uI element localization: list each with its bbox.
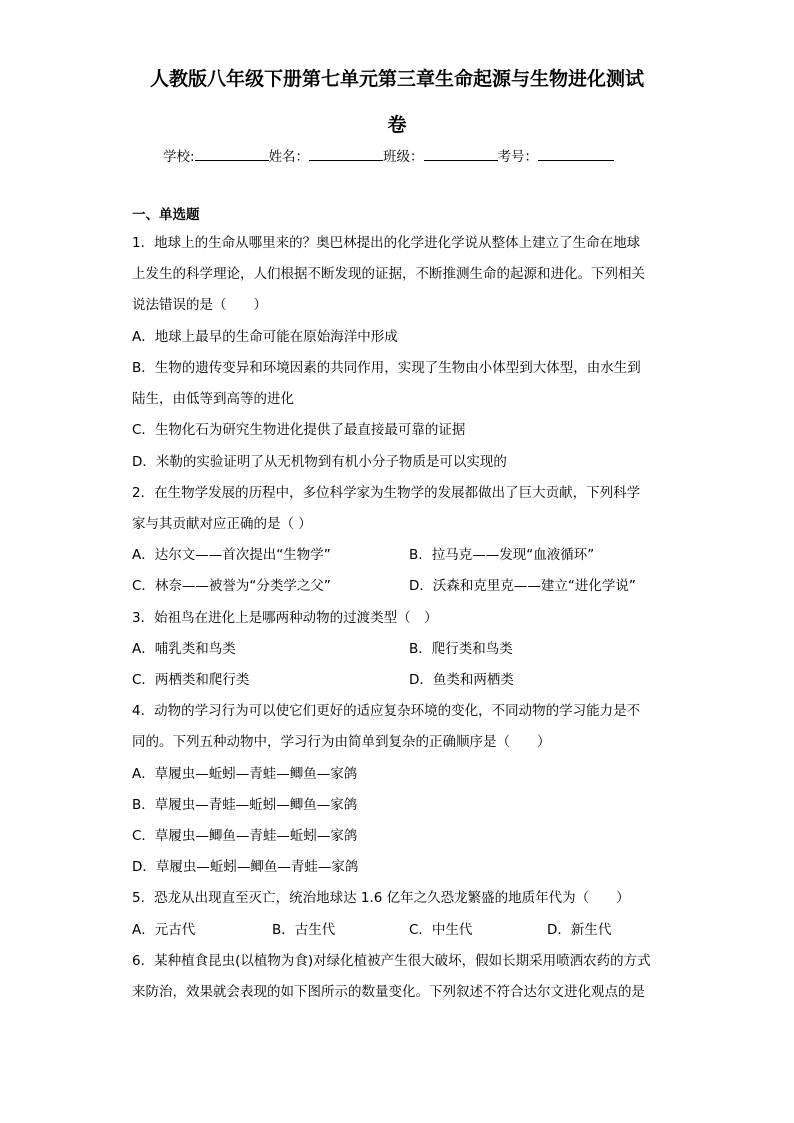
question-4-option-d[interactable]: D．草履虫—蚯蚓—鲫鱼—青蛙—家鸽 [132,859,359,875]
number-blank[interactable] [538,146,614,161]
question-4-option-c[interactable]: C．草履虫—鲫鱼—青蛙—蚯蚓—家鸽 [132,828,358,844]
question-2-option-c[interactable]: C．林奈——被誉为“分类学之父” [132,578,331,594]
page-title-continued: 卷 [387,114,407,136]
question-3-option-c[interactable]: C．两栖类和爬行类 [132,672,250,688]
name-label: 姓名： [268,149,310,165]
question-1-text: 说法错误的是（ ） [132,297,267,313]
question-1-option-b[interactable]: B．生物的遗传变异和环境因素的共同作用，实现了生物由小体型到大体型，由水生到 [132,360,641,376]
question-6-text: 来防治，效果就会表现的如下图所示的数量变化。下列叙述不符合达尔文进化观点的是 [132,984,645,1000]
question-4-text: 同的。下列五种动物中，学习行为由简单到复杂的正确顺序是（ ） [132,734,551,750]
question-3-text: 3．始祖鸟在进化上是哪两种动物的过渡类型（ ） [132,610,438,626]
question-2-text: 家与其贡献对应正确的是（ ） [132,516,312,532]
question-4-option-a[interactable]: A．草履虫—蚯蚓—青蛙—鲫鱼—家鸽 [132,766,358,782]
question-1-text: 1．地球上的生命从哪里来的？奥巴林提出的化学进化学说从整体上建立了生命在地球 [132,235,641,251]
question-5-option-b[interactable]: B．古生代 [272,922,336,938]
class-blank[interactable] [424,146,498,161]
question-6-text: 6．某种植食昆虫(以植物为食)对绿化植被产生很大破坏，假如长期采用喷洒农药的方式 [132,953,651,969]
school-blank[interactable] [195,146,269,161]
school-label: 学校: [163,149,195,165]
question-1-option-d[interactable]: D．米勒的实验证明了从无机物到有机小分子物质是可以实现的 [132,454,507,470]
question-3-option-b[interactable]: B．爬行类和鸟类 [409,641,513,657]
question-4-option-b[interactable]: B．草履虫—青蛙—蚯蚓—鲫鱼—家鸽 [132,797,358,813]
question-2-option-b[interactable]: B．拉马克——发现“血液循环” [409,547,595,563]
page-title: 人教版八年级下册第七单元第三章生命起源与生物进化测试 [149,68,644,90]
question-2-option-d[interactable]: D．沃森和克里克——建立“进化学说” [409,578,636,594]
question-1-text: 上发生的科学理论，人们根据不断发现的证据，不断推测生命的起源和进化。下列相关 [132,266,645,282]
question-5-option-c[interactable]: C．中生代 [409,922,473,938]
question-5-option-a[interactable]: A．元古代 [132,922,196,938]
question-2-option-a[interactable]: A．达尔文——首次提出“生物学” [132,547,331,563]
question-3-option-a[interactable]: A．哺乳类和鸟类 [132,641,236,657]
class-label: 班级： [383,149,424,165]
question-1-option-b-cont[interactable]: 陆生，由低等到高等的进化 [132,391,294,407]
student-info-row [163,146,633,166]
question-4-text: 4．动物的学习行为可以使它们更好的适应复杂环境的变化，不同动物的学习能力是不 [132,703,641,719]
number-label: 考号： [497,149,539,165]
question-5-option-d[interactable]: D．新生代 [547,922,612,938]
question-1-option-a[interactable]: A．地球上最早的生命可能在原始海洋中形成 [132,329,398,345]
question-5-text: 5．恐龙从出现直至灭亡，统治地球达 1.6 亿年之久恐龙繁盛的地质年代为（ ） [132,890,630,906]
question-3-option-d[interactable]: D．鱼类和两栖类 [409,672,514,688]
question-1-option-c[interactable]: C．生物化石为研究生物进化提供了最直接最可靠的证据 [132,422,466,438]
question-2-text: 2．在生物学发展的历程中，多位科学家为生物学的发展都做出了巨大贡献，下列科学 [132,485,641,501]
name-blank[interactable] [309,146,383,161]
section-title: 一、单选题 [132,207,200,223]
